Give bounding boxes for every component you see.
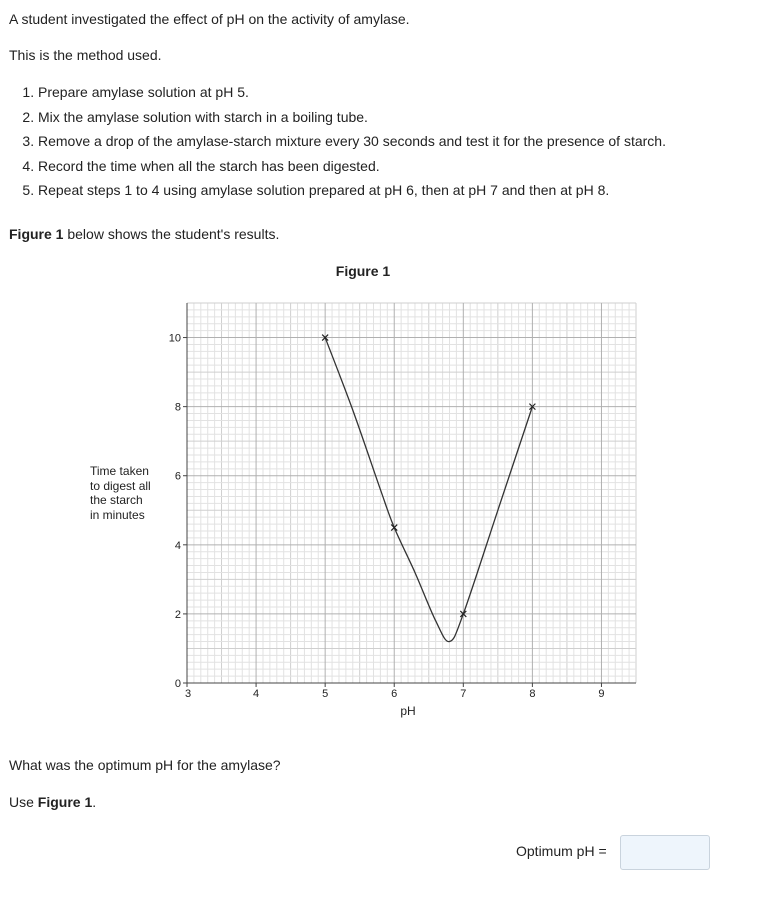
chart-axes <box>187 303 636 683</box>
x-tick-label: 8 <box>529 688 536 700</box>
use-figure-text <box>9 794 96 810</box>
x-tick-label: 6 <box>391 688 398 700</box>
optimum-ph-label: Optimum pH = <box>516 843 607 859</box>
method-step: 3. Remove a drop of the amylase-starch mixture every 30 seconds and test it for the presence of starch. <box>38 129 666 154</box>
figure-reference-rest: below shows the student's results. <box>63 226 280 242</box>
x-tick-label: 5 <box>322 688 329 700</box>
method-step: 4. Record the time when all the starch has been digested. <box>38 154 666 179</box>
y-label-line: Time taken <box>90 464 149 478</box>
question-text: What was the optimum pH for the amylase? <box>9 757 281 773</box>
chart-major-grid <box>187 303 636 683</box>
method-steps-list <box>0 80 666 203</box>
method-step: 2. Mix the amylase solution with starch in a boiling tube. <box>38 105 666 130</box>
y-label-line: in minutes <box>90 507 145 522</box>
use-figure-bold: Figure 1 <box>37 794 93 810</box>
optimum-ph-input[interactable] <box>620 835 710 870</box>
x-tick-label: 9 <box>598 688 605 700</box>
y-tick-label: 4 <box>174 539 181 552</box>
figure-reference-text <box>9 226 279 242</box>
y-label-line: to digest all <box>90 478 151 493</box>
y-tick-label: 10 <box>168 332 181 345</box>
ph-time-chart <box>0 290 759 730</box>
chart-minor-grid <box>187 303 636 683</box>
y-tick-label: 2 <box>174 608 181 621</box>
x-tick-label: 3 <box>184 688 192 700</box>
x-tick-label: 7 <box>460 688 467 700</box>
x-tick-label: 4 <box>253 688 260 700</box>
y-tick-label: 0 <box>174 678 181 690</box>
y-tick-label: 6 <box>174 470 181 483</box>
use-figure-suffix: . <box>92 794 97 810</box>
method-step: 5. Repeat steps 1 to 4 using amylase solution prepared at pH 6, then at pH 7 and then at pH 8. <box>38 178 666 203</box>
chart-x-axis-label: pH <box>400 704 416 718</box>
intro-text: A student investigated the effect of pH on the activity of amylase. <box>9 11 410 27</box>
method-step: 1. Prepare amylase solution at pH 5. <box>38 80 666 105</box>
y-label-line: the starch <box>90 493 143 507</box>
method-intro-text: This is the method used. <box>9 47 162 63</box>
figure-title: Figure 1 <box>335 263 391 279</box>
figure-reference-bold: Figure 1 <box>9 226 64 242</box>
y-tick-label: 8 <box>174 401 181 414</box>
use-figure-prefix: Use <box>9 794 38 810</box>
